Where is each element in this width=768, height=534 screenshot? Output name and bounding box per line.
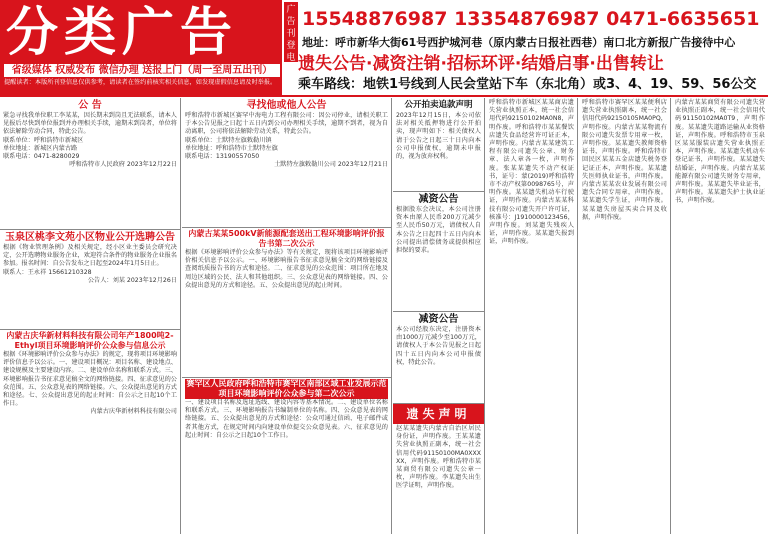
- column-1: [0, 98, 181, 534]
- notice: [393, 98, 484, 192]
- column-3: [393, 98, 485, 534]
- column-4: [486, 98, 578, 534]
- phone-number: 13354876987: [454, 8, 600, 30]
- phone-numbers: [302, 4, 768, 34]
- divider: [0, 95, 768, 97]
- notice-body: 一、建设项目名称及选址选线、建设内容等基本情况。二、建设单位名称和联系方式。三、环境影响报告书编制单位的名称。四、公众意见表的网络链接。五、公众提出意见的方式和途径：公众可通过信函、电子邮件或者其他方式，在规定时间内向建设单位提交公众意见表。六、征求意见的起止时间：自公示之日起10个工作日。: [185, 399, 388, 439]
- notice-title: 赛罕区人民政府呼和浩特市赛罕区南部区域工业发展示范项目环境影响评价公众参与第二次公示: [186, 379, 387, 398]
- hotline-badge: 广告刊登电话: [284, 2, 298, 62]
- notice-body: 2023年12月15日，本公司依法对相关抵押物进行公开拍卖，现声明如下：相关债权人请于公告之日起三十日内向本公司申报债权，逾期未申报的，视为放弃权利。: [396, 112, 481, 161]
- notice: [182, 228, 391, 378]
- notice-contact: 联系单位：呼和浩特市新城区: [3, 136, 84, 144]
- notice-title: 公 告: [78, 100, 102, 111]
- notice-body: 根据《环境影响评价公众参与办法》等有关规定，现将该项目环境影响评价相关信息予以公示。一、环境影响报告书征求意见稿全文的网络链接及查阅纸质报告书的方式和途径。二、征求意见的公众范围：项目所在地及周边区域的公民、法人和其他组织。三、公众意见表的网络链接。四、公众提出意见的方式和途径。五、公众提出意见的起止时间。: [185, 249, 388, 289]
- phone-number: 15548876987: [302, 8, 448, 30]
- header: [0, 0, 768, 96]
- notice-contact: 联系单位：土默特左旗敕勒川镇: [185, 136, 272, 144]
- lost-notice-body: 赵某某遗失内蒙古自治区居民身份证，声明作废。王某某遗失营业执照正副本，统一社会信用代码91150100MA0XXXXX，声明作废。呼和浩特市某某商贸有限公司遗失公章一枚，声明作废。李某遗失出生医学证明，声明作废。: [396, 425, 481, 490]
- notice-signature: 呼和浩特市人民政府 2023年12月22日: [69, 161, 177, 169]
- column-6: [672, 98, 768, 534]
- notice-phone: 联系电话：13190557050: [185, 153, 260, 161]
- notice-signature: 公告人：刘某 2023年12月26日: [87, 276, 177, 284]
- notice: [182, 98, 391, 228]
- notice-title: 寻找他或他人公告: [246, 100, 327, 111]
- notice: [182, 378, 391, 534]
- lost-notice-body: 呼和浩特市新城区某某商店遗失营业执照正本，统一社会信用代码92150102MA0N8，声明作废。呼和浩特市某某餐饮店遗失食品经营许可证正本，声明作废。内蒙古某某建筑工程有限公司遗失公章、财务章、法人章各一枚，声明作废。张某某遗失不动产权证书，证号：蒙(2019)呼和浩特市不动产权第0098765号，声明作废。某某遗失机动车行驶证，声明作废。内蒙古某某科技有限公司遗失开户许可证，核准号：J1910000123456，声明作废。刘某遗失残疾人证，声明作废。某某遗失报到证，声明作废。: [489, 99, 574, 246]
- notice: [393, 192, 484, 312]
- notice-contact: 单位地址：呼和浩特市土默特左旗: [185, 144, 278, 152]
- page-title: 分类广告: [6, 3, 239, 63]
- notice-title: 减资公告: [418, 194, 459, 205]
- notice: [0, 98, 180, 230]
- notice-body: 根据《物业管理条例》及相关规定，经小区业主委员会研究决定，公开选聘物业服务企业，欢迎符合条件的物业服务企业报名参加。报名时间：自公告发布之日起至2024年1月5日止。: [3, 244, 177, 268]
- address: 地址：呼市新华大街61号西护城河巷（原内蒙古日报社西巷）南口北方新报广告接待中心: [302, 36, 736, 49]
- notice-signature: 土默特左旗敕勒川公司 2023年12月21日: [274, 161, 388, 169]
- notice-signature: 内蒙古庆华新材料科技有限公司: [90, 408, 177, 416]
- notice-title: 内蒙古某某500kV新能源配套送出工程环境影响评价报告书第二次公示: [188, 229, 385, 248]
- brand-tagline: 省级媒体 权威发布 微信办理 送报上门（周一至周五出刊）: [4, 64, 280, 77]
- brand-note: 提醒读者：本版所刊登信息仅供参考，请读者在签约前核实相关信息，如发现虚假信息请及时举报。: [4, 79, 277, 86]
- column-5: [579, 98, 671, 534]
- lost-notice-body: 内蒙古某某商贸有限公司遗失营业执照正副本，统一社会信用代码91150102MA0T9，声明作废。某某遗失道路运输从业资格证，声明作废。呼和浩特市玉泉区某某服装店遗失营业执照正本，声明作废。某某遗失机动车登记证书，声明作废。某某遗失结婚证，声明作废。内蒙古某某能源有限公司遗失财务专用章，声明作废。某某遗失毕业证书，声明作废。某某遗失护士执业证书，声明作废。: [675, 99, 765, 205]
- brand-block: [0, 0, 282, 96]
- services-line: 遗失公告·减资注销·招标环评·结婚启事·出售转让: [298, 54, 664, 74]
- notice-body: 根据股东会决议，本公司注册资本由原人民币200万元减少至人民币50万元，请债权人自本公告之日起四十五日内向本公司提出清偿债务或提供相应担保的要求。: [396, 206, 481, 255]
- route-line: 乘车路线：地铁1号线到人民会堂站下车（东北角）或3、4、19、59、56公交: [298, 77, 757, 92]
- notice: [393, 312, 484, 404]
- notice-title: 内蒙古庆华新材料科技有限公司年产1800吨2-Ethyl项目环境影响评价公众参与信息公示: [6, 331, 174, 350]
- notice-title: 公开拍卖追款声明: [404, 100, 473, 110]
- lost-notice-body: 呼和浩特市赛罕区某某便利店遗失营业执照副本，统一社会信用代码92150105MA0PQ，声明作废。内蒙古某某物流有限公司遗失发票专用章一枚，声明作废。某某遗失教师资格证书，声明作废。呼和浩特市回民区某某五金店遗失税务登记证正本，声明作废。某某遗失医师执业证书，声明作废。内蒙古某某农业发展有限公司遗失合同专用章，声明作废。某某遗失学生证，声明作废。某某遗失房屋买卖合同及收据，声明作废。: [582, 99, 667, 221]
- notice-title: 减资公告: [418, 314, 459, 325]
- notice-body: 根据《环境影响评价公众参与办法》的规定，现将项目环境影响评价信息予以公示。一、建设项目概况：项目名称、建设地点、建设规模及主要建设内容。二、建设单位名称和联系方式。三、环境影响报告书征求意见稿全文的网络链接。四、征求意见的公众范围。五、公众意见表的网络链接。六、公众提出意见的方式和途径。七、公众提出意见的起止时间：自公示之日起10个工作日。: [3, 351, 177, 408]
- notice-phone: 联系电话：0471-8280029: [3, 153, 80, 161]
- notice-title: 玉泉区桃李文苑小区物业公开选聘公告: [5, 232, 175, 243]
- lost-notice-banner: 遗失声明: [393, 404, 484, 424]
- notice-contact: 单位地址：新城区内蒙古路: [3, 144, 78, 152]
- notice-contact: 联系人：王永祥 15661210328: [3, 268, 92, 276]
- phone-number: 0471-6635651: [606, 8, 760, 30]
- notice: [0, 230, 180, 330]
- column-2: [182, 98, 392, 534]
- notice-body: 呼和浩特市新城区赛罕中海电力工程有限公司：因公司停业，请相关职工于本公告见报之日起十五日内到公司办理相关手续，逾期不到者，视为自动离职，公司将依法解除劳动关系，特此公告。: [185, 112, 388, 136]
- notice-body: 本公司经股东决定，注册资本由1000万元减少至100万元，请债权人于本公告见报之日起四十五日内向本公司申报债权，特此公告。: [396, 326, 481, 366]
- notice-body: 紧急寻找我单位职工李某某，因长期未到岗且无法联系，请本人见报后尽快到单位报到并办理相关手续，逾期未到岗者，单位将依法解除劳动合同，特此公告。: [3, 112, 177, 136]
- notice: [0, 330, 180, 534]
